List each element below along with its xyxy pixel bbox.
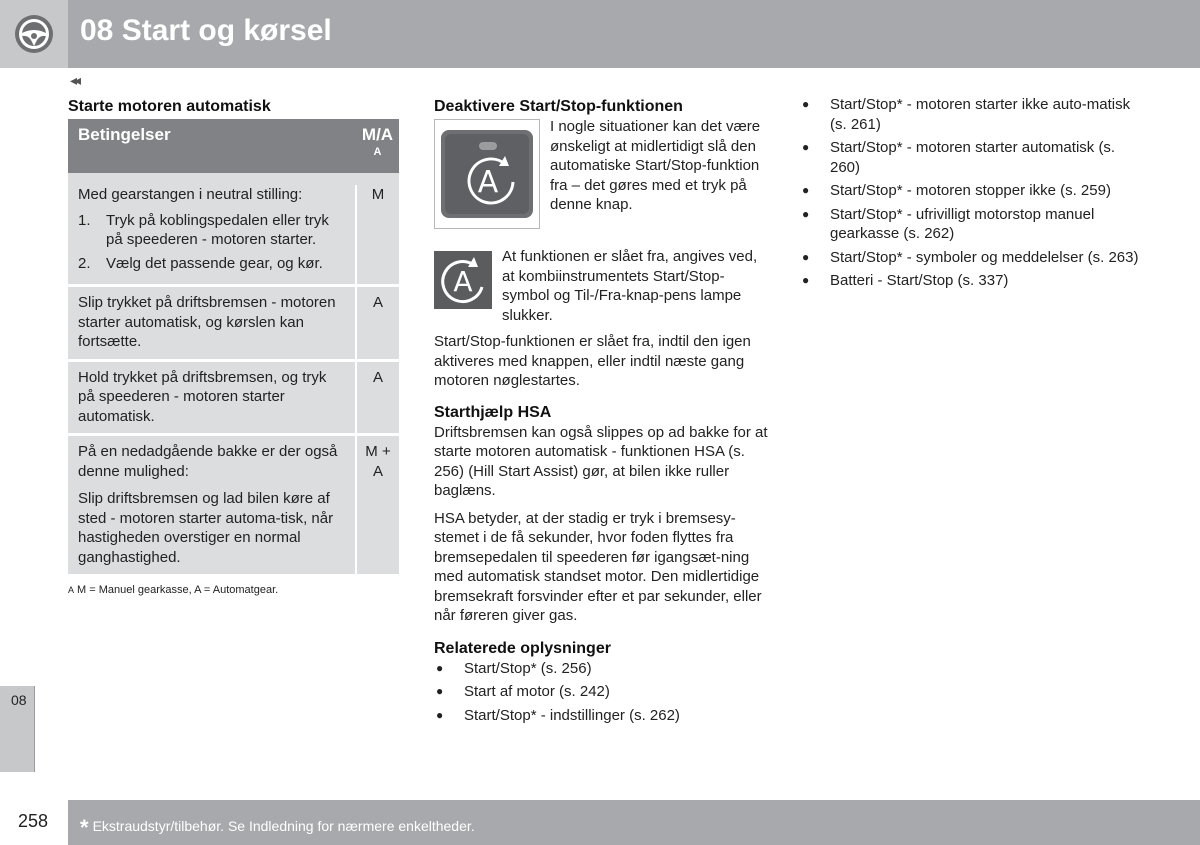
column-header-conditions: Betingelser (68, 119, 356, 179)
page-header (0, 0, 1200, 68)
column-right (800, 95, 1140, 295)
section-heading-hsa: Starthjælp HSA (434, 403, 552, 421)
bullet-icon: ● (802, 183, 810, 197)
list-item (78, 211, 345, 250)
deactivate-info-text: Start/Stop-funktionen er slået fra, indtil den igen aktiveres med knappen, eller indtil næste gang motoren nøglestartes. (434, 333, 751, 389)
bullet-icon: ● (802, 206, 810, 221)
page-number: 258 (18, 811, 49, 831)
list-item[interactable] (800, 271, 1140, 291)
table-cell-mode: A (356, 360, 399, 435)
condition-text: På en nedadgående bakke er der også denne mulighed: (78, 443, 338, 480)
table-row (68, 286, 399, 361)
list-item[interactable] (434, 706, 770, 726)
symbol-explanation-block (434, 247, 770, 325)
list-item[interactable] (800, 181, 1140, 201)
bullet-icon: ● (802, 273, 810, 287)
svg-text:A: A (477, 165, 499, 200)
related-links-list (434, 659, 770, 726)
step-text: Tryk på koblingspedalen eller tryk på speederen - motoren starter. (106, 211, 329, 248)
related-link[interactable]: Start af motor (s. 242) (464, 683, 610, 700)
related-link[interactable]: Start/Stop* - indstillinger (s. 262) (464, 706, 680, 724)
condition-text: Med gearstangen i neutral stilling: (78, 186, 303, 203)
bullet-icon: ● (436, 660, 444, 675)
hsa-paragraph-1: Driftsbremsen kan også slippes op ad bakke for at starte motoren automatisk - funktionen HSA (s. 256) (Hill Start Assist) gør, at bilen ikke ruller baglæns. (434, 423, 768, 499)
table-cell-condition (68, 435, 356, 575)
start-stop-symbol-illustration (434, 251, 492, 309)
conditions-table (68, 119, 399, 574)
bullet-icon: ● (436, 684, 444, 698)
list-item[interactable] (434, 682, 770, 702)
table-cell-mode: A (356, 286, 399, 361)
bullet-icon: ● (802, 97, 810, 111)
table-header-row (68, 119, 399, 179)
table-row (68, 360, 399, 435)
list-item[interactable] (800, 95, 1140, 134)
related-link[interactable]: Start/Stop* - motoren starter automatisk (s. 260) (830, 139, 1116, 176)
step-list (78, 211, 345, 274)
list-item[interactable] (800, 248, 1140, 268)
list-item[interactable] (434, 659, 770, 679)
deactivate-intro-text: I nogle situationer kan det være ønskeligt at midlertidigt slå den automatiske Start/Stop-funktion fra – det gøres med et tryk på denne knap. (550, 118, 761, 213)
header-logo-box (0, 0, 68, 68)
page-title: 08 Start og kørsel (80, 14, 332, 47)
table-row (68, 435, 399, 575)
footnote-text: M = Manuel gearkasse, A = Automatgear. (77, 584, 279, 596)
footer-note-text: Ekstraudstyr/tilbehør. Se Indledning for nærmere enkeltheder. (92, 818, 475, 834)
footnote-marker: A (68, 585, 75, 595)
hsa-paragraph-2: HSA betyder, at der stadig er tryk i bremsesy-stemet i de få sekunder, hvor foden flyttes fra bremsepedalen til speederen før igangsæt-ning med automatisk standset motor. Den midlertidige bremsekraft forsvinder efter et par sekunder, eller når føreren giver gas. (434, 509, 762, 624)
related-link[interactable]: Start/Stop* - motoren stopper ikke (s. 259) (830, 182, 1111, 199)
chapter-side-tab[interactable] (0, 686, 35, 772)
step-text: Vælg det passende gear, og kør. (106, 254, 323, 272)
list-item[interactable] (800, 205, 1140, 244)
bullet-icon: ● (802, 140, 810, 154)
condition-text-secondary: Slip driftsbremsen og lad bilen køre af sted - motoren starter automa-tisk, når hastigheden overstiger en normal ganghastighed. (78, 490, 334, 566)
related-link[interactable]: Start/Stop* - symboler og meddelelser (s. 263) (830, 248, 1139, 266)
table-cell-mode: M + A (356, 435, 399, 575)
table-cell-condition: Hold trykket på driftsbremsen, og tryk på speederen - motoren starter automatisk. (68, 360, 356, 435)
table-row (68, 179, 399, 286)
bullet-icon: ● (436, 707, 444, 722)
related-link[interactable]: Start/Stop* (s. 256) (464, 659, 592, 677)
chapter-side-tab-label: 08 (11, 692, 27, 708)
table-cell-condition: Slip trykket på driftsbremsen - motoren starter automatisk, og kørslen kan fortsætte. (68, 286, 356, 361)
table-cell-mode: M (356, 179, 399, 286)
column-header-mode (356, 119, 399, 179)
related-link[interactable]: Start/Stop* - ufrivilligt motorstop manuel gearkasse (s. 262) (830, 205, 1095, 242)
section-heading-deactivate: Deaktivere Start/Stop-funktionen (434, 98, 683, 115)
steering-wheel-icon (14, 14, 54, 54)
start-stop-symbol-icon (434, 251, 492, 309)
column-header-mode-label: M/A (361, 125, 394, 144)
column-middle (434, 97, 770, 729)
step-number: 1. (78, 211, 91, 229)
column-left (68, 97, 400, 596)
section-heading-related: Relaterede oplysninger (434, 639, 611, 657)
footer-note (80, 815, 475, 841)
column-header-mode-footnote-ref: A (373, 146, 382, 158)
start-stop-button-illustration (434, 119, 540, 229)
related-link[interactable]: Batteri - Start/Stop (s. 337) (830, 272, 1009, 289)
svg-text:A: A (453, 265, 473, 298)
symbol-explanation-text: At funktionen er slået fra, angives ved, at kombiinstrumentets Start/Stop-symbol og Til-/Fra-knap-pens lampe slukker. (502, 248, 758, 324)
table-footnote (68, 584, 400, 596)
bullet-icon: ● (802, 249, 810, 264)
section-heading-auto-start: Starte motoren automatisk (68, 98, 271, 115)
related-link[interactable]: Start/Stop* - motoren starter ikke auto-matisk (s. 261) (830, 96, 1131, 133)
related-links-list-continued (800, 95, 1140, 291)
step-number: 2. (78, 254, 91, 272)
start-stop-button-icon (435, 120, 539, 228)
footer-star-marker: * (80, 815, 89, 840)
table-cell-condition (68, 179, 356, 286)
list-item[interactable] (800, 138, 1140, 177)
back-nav-icon[interactable]: ◂◂ (70, 72, 79, 88)
list-item (78, 254, 345, 274)
